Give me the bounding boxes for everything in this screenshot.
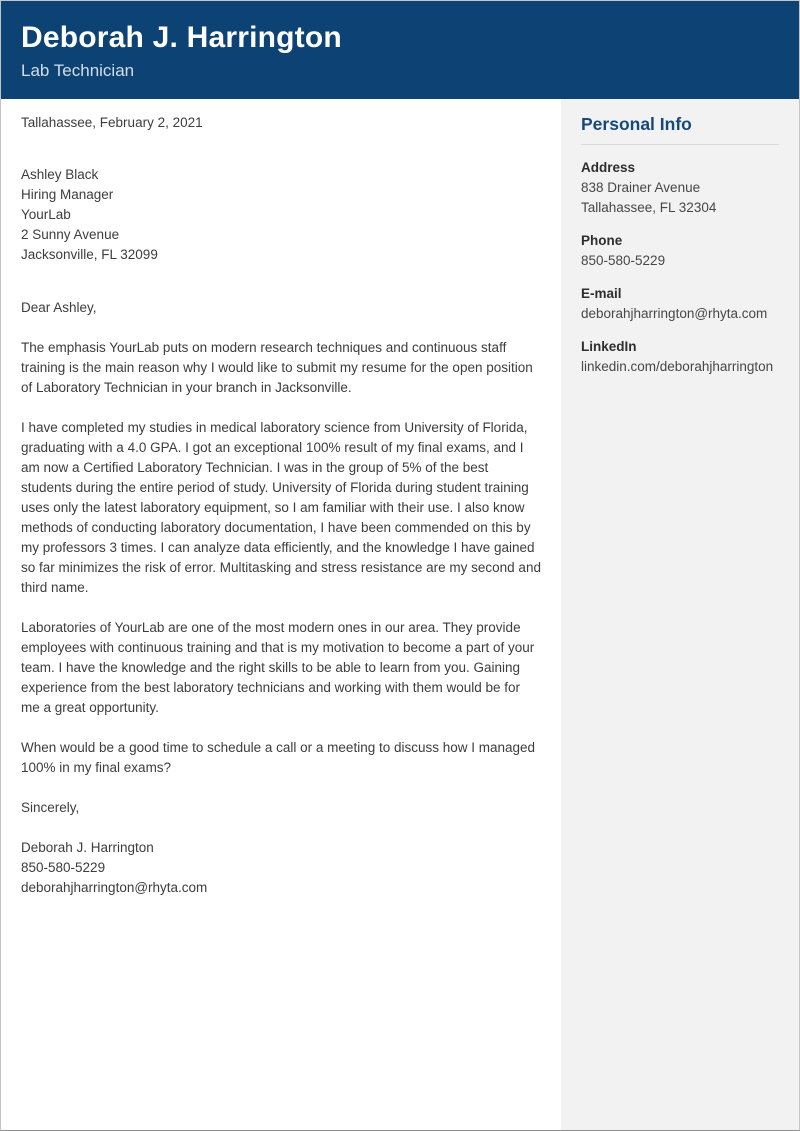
sidebar-section-phone	[581, 231, 779, 271]
letter-paragraph-4: When would be a good time to schedule a call or a meeting to discuss how I managed 100% in my final exams?	[21, 740, 536, 775]
personal-info-sidebar	[561, 99, 799, 1130]
salutation: Dear Ashley,	[21, 300, 97, 315]
linkedin-value: linkedin.com/deborahjharrington	[581, 359, 774, 374]
phone-label: Phone	[581, 233, 623, 248]
letter-body-column	[1, 99, 561, 1130]
address-line-2: Tallahassee, FL 32304	[581, 200, 717, 215]
signature-block	[21, 838, 541, 898]
candidate-job-title: Lab Technician	[21, 61, 135, 80]
address-line-1: 838 Drainer Avenue	[581, 180, 701, 195]
letter-paragraph-1: The emphasis YourLab puts on modern research techniques and continuous staff training is the main reason why I would like to submit my resume for the open position of Laboratory Technician in your branch in Jacksonville.	[21, 340, 533, 395]
sidebar-section-address	[581, 158, 779, 218]
phone-value: 850-580-5229	[581, 253, 666, 268]
letter-paragraph-3: Laboratories of YourLab are one of the most modern ones in our area. They provide employees with continuous training and that is my motivation to become a part of your team. I have the knowledge and the right skills to be able to learn from you. Gaining experience from the best laboratory technicians and working with them would be for me a great opportunity.	[21, 620, 535, 715]
recipient-city: Jacksonville, FL 32099	[21, 247, 158, 262]
recipient-name: Ashley Black	[21, 167, 99, 182]
sidebar-section-linkedin	[581, 337, 779, 377]
recipient-block	[21, 165, 541, 265]
signature-phone: 850-580-5229	[21, 860, 106, 875]
signature-email: deborahjharrington@rhyta.com	[21, 880, 208, 895]
letter-header	[1, 1, 799, 99]
recipient-street: 2 Sunny Avenue	[21, 227, 120, 242]
recipient-role: Hiring Manager	[21, 187, 114, 202]
letter-content	[1, 99, 799, 1130]
linkedin-label: LinkedIn	[581, 339, 637, 354]
email-value: deborahjharrington@rhyta.com	[581, 306, 768, 321]
candidate-name: Deborah J. Harrington	[21, 21, 342, 54]
email-label: E-mail	[581, 286, 622, 301]
letter-paragraph-2: I have completed my studies in medical laboratory science from University of Florida, graduating with a 4.0 GPA. I got an exceptional 100% result of my final exams, and I am now a Certified Laboratory Technician. I was in the group of 5% of the best students during the entire period of study. University of Florida during student training uses only the latest laboratory equipment, so I am familiar with their use. I also know methods of conducting laboratory documentation, I have been commended on this by my professors 3 times. I can analyze data efficiently, and the knowledge I have gained so far minimizes the risk of error. Multitasking and stress resistance are my second and third name.	[21, 420, 541, 595]
address-label: Address	[581, 160, 636, 175]
closing: Sincerely,	[21, 800, 80, 815]
sidebar-section-email	[581, 284, 779, 324]
signature-name: Deborah J. Harrington	[21, 840, 154, 855]
letter-date-line: Tallahassee, February 2, 2021	[21, 115, 203, 130]
recipient-company: YourLab	[21, 207, 71, 222]
sidebar-title: Personal Info	[581, 113, 779, 145]
